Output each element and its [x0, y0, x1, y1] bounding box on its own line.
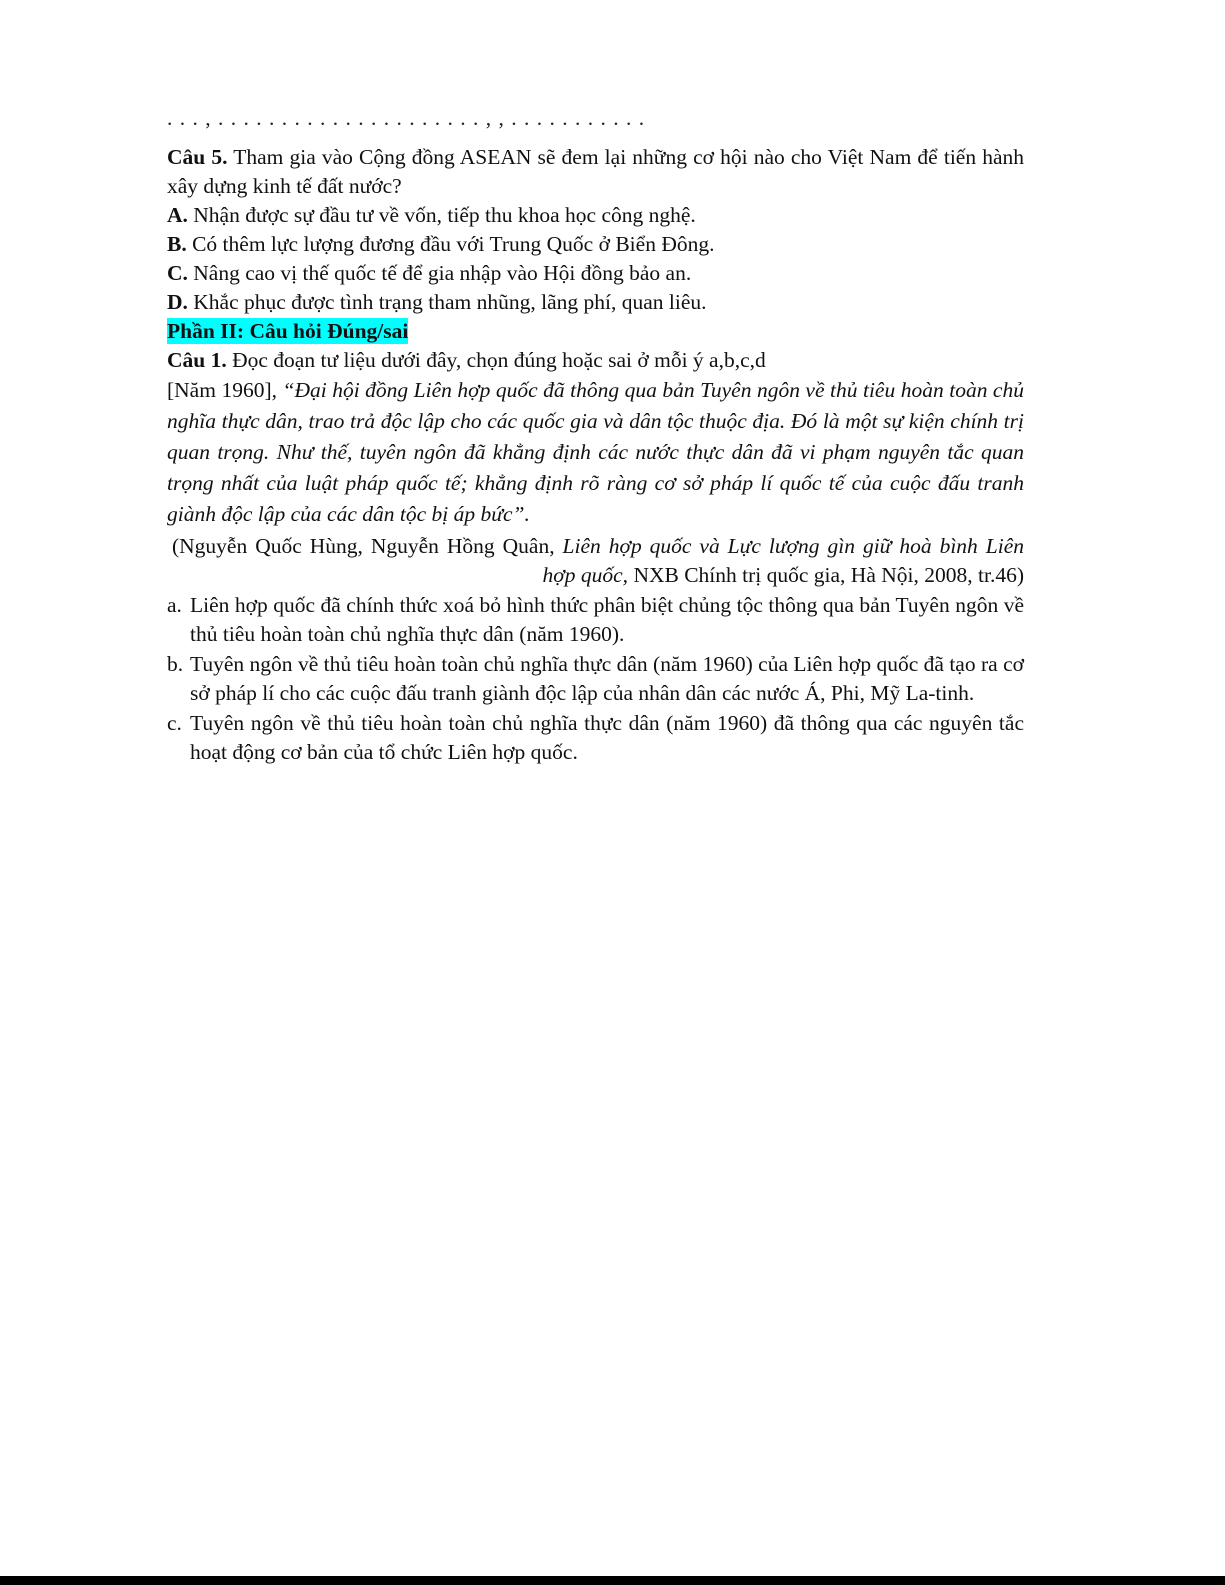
- option-b-key: B.: [167, 232, 187, 256]
- statement-b-label: b.: [167, 652, 184, 676]
- section-heading: Phần II: Câu hỏi Đúng/sai: [167, 319, 409, 343]
- citation-publisher: NXB Chính trị quốc gia, Hà Nội, 2008, tr.46): [628, 563, 1024, 587]
- option-d: [167, 288, 1024, 317]
- option-b: [167, 230, 1024, 259]
- source-quote: [167, 375, 1024, 530]
- citation-title-2: hợp quốc,: [542, 563, 629, 587]
- statement-c-label: c.: [167, 711, 182, 735]
- option-d-text: Khắc phục được tình trạng tham nhũng, lãng phí, quan liêu.: [187, 290, 707, 314]
- quote-text: “Đại hội đồng Liên hợp quốc đã thông qua bản Tuyên ngôn về thủ tiêu hoàn toàn chủ nghĩa thực dân, trao trả độc lập cho các quốc gia và dân tộc thuộc địa. Đó là một sự kiện chính trị quan trọng. Như thế, tuyên ngôn đã khẳng định các nước thực dân đã vi phạm nguyên tắc quan trọng nhất của luật pháp quốc tế; khẳng định rõ ràng cơ sở pháp lí quốc tế của cuộc đấu tranh giành độc lập của các dân tộc bị áp bức”.: [167, 378, 1024, 526]
- option-b-text: Có thêm lực lượng đương đầu với Trung Quốc ở Biển Đông.: [186, 232, 715, 256]
- citation-line-1: [167, 532, 1024, 561]
- option-a-key: A.: [167, 203, 188, 227]
- question-5-label: Câu 5.: [167, 145, 228, 169]
- option-c: [167, 259, 1024, 288]
- citation-title-1: Liên hợp quốc và Lực lượng gìn giữ hoà bình Liên: [562, 534, 1024, 558]
- statement-a: [167, 591, 1024, 649]
- section-heading-wrap: [167, 317, 1024, 346]
- part2-question-1-label: Câu 1.: [167, 348, 227, 372]
- statement-c: [167, 709, 1024, 767]
- option-c-key: C.: [167, 261, 188, 285]
- source-citation: [167, 532, 1024, 590]
- statement-c-text: Tuyên ngôn về thủ tiêu hoàn toàn chủ nghĩa thực dân (năm 1960) đã thông qua các nguyên tắc hoạt động cơ bản của tổ chức Liên hợp quốc.: [190, 711, 1024, 764]
- option-c-text: Nâng cao vị thế quốc tế để gia nhập vào Hội đồng bảo an.: [187, 261, 692, 285]
- cropped-previous-line: . . . , . . . . . . . . . . . . . . . . . . . . . , , . . . . . . . . . . .: [167, 106, 646, 130]
- citation-authors: (Nguyễn Quốc Hùng, Nguyễn Hồng Quân,: [172, 534, 563, 558]
- bottom-border: [0, 1576, 1225, 1585]
- statement-a-label: a.: [167, 593, 182, 617]
- statement-a-text: Liên hợp quốc đã chính thức xoá bỏ hình thức phân biệt chủng tộc thông qua bản Tuyên ngôn về thủ tiêu hoàn toàn chủ nghĩa thực dân (năm 1960).: [190, 593, 1024, 646]
- statement-b: [167, 650, 1024, 708]
- question-5: [167, 143, 1024, 201]
- part2-question-1: [167, 346, 1024, 375]
- option-d-key: D.: [167, 290, 188, 314]
- citation-line-2: [543, 563, 1024, 587]
- part2-question-1-text: Đọc đoạn tư liệu dưới đây, chọn đúng hoặc sai ở mỗi ý a,b,c,d: [226, 348, 766, 372]
- statement-b-text: Tuyên ngôn về thủ tiêu hoàn toàn chủ nghĩa thực dân (năm 1960) của Liên hợp quốc đã tạo ra cơ sở pháp lí cho các cuộc đấu tranh giành độc lập của nhân dân các nước Á, Phi, Mỹ La-tinh.: [190, 652, 1024, 705]
- option-a-text: Nhận được sự đầu tư về vốn, tiếp thu khoa học công nghệ.: [187, 203, 696, 227]
- option-a: [167, 201, 1024, 230]
- question-5-text: Tham gia vào Cộng đồng ASEAN sẽ đem lại những cơ hội nào cho Việt Nam để tiến hành xây dựng kinh tế đất nước?: [167, 145, 1024, 198]
- document-content: [167, 143, 1024, 767]
- quote-prefix: [Năm 1960],: [167, 378, 283, 402]
